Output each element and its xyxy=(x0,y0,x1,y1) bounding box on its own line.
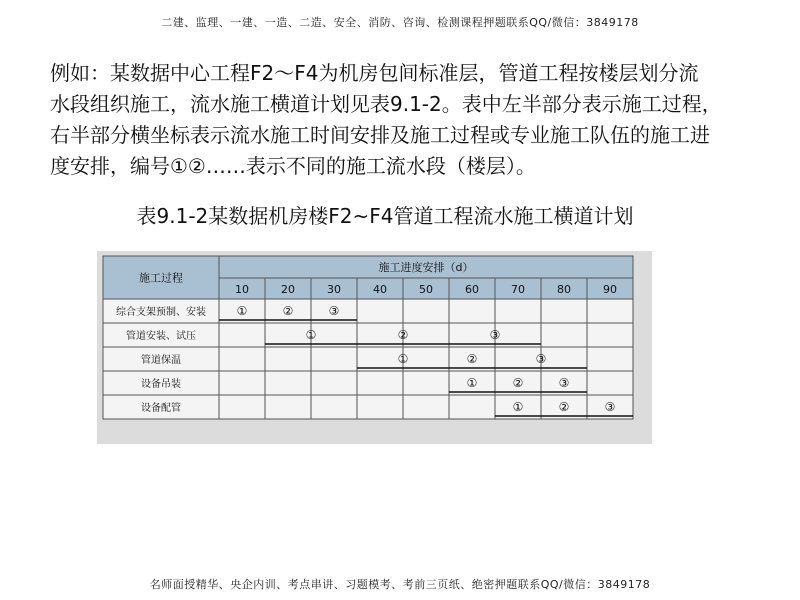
segment-label: ③ xyxy=(489,328,501,342)
day-tick-label: 40 xyxy=(373,283,387,296)
segment-label: ① xyxy=(512,400,524,414)
process-name: 管道安装、试压 xyxy=(126,331,196,342)
process-name: 设备吊装 xyxy=(141,379,181,390)
day-tick-label: 70 xyxy=(511,283,525,296)
segment-label: ① xyxy=(466,376,478,390)
day-tick-label: 90 xyxy=(603,283,617,296)
day-tick-label: 30 xyxy=(327,283,341,296)
day-tick-label: 60 xyxy=(465,283,479,296)
segment-label: ② xyxy=(558,400,570,414)
segment-label: ③ xyxy=(558,376,570,390)
footer-contact-note: 名师面授精华、央企内训、考点串讲、习题模考、考前三页纸、绝密押题联系QQ/微信：3849178 xyxy=(149,578,651,591)
process-name: 设备配管 xyxy=(141,403,181,414)
schedule-table-image xyxy=(97,251,652,444)
paragraph-line: 右半部分横坐标表示流水施工时间安排及施工过程或专业施工队伍的施工进 xyxy=(50,123,710,147)
paragraph-line: 例如：某数据中心工程F2～F4为机房包间标准层，管道工程按楼层划分流 xyxy=(50,61,699,85)
segment-label: ② xyxy=(466,352,478,366)
process-name: 管道保温 xyxy=(141,355,181,366)
segment-label: ③ xyxy=(328,304,340,318)
segment-label: ② xyxy=(282,304,294,318)
segment-label: ② xyxy=(512,376,524,390)
segment-label: ① xyxy=(236,304,248,318)
process-name: 综合支架预制、安装 xyxy=(116,307,206,318)
day-tick-label: 20 xyxy=(281,283,295,296)
segment-label: ③ xyxy=(604,400,616,414)
segment-label: ① xyxy=(305,328,317,342)
header-contact-note: 二建、监理、一建、一造、二造、安全、消防、咨询、检测课程押题联系QQ/微信：3849178 xyxy=(161,16,639,29)
paragraph-line: 度安排，编号①②……表示不同的施工流水段（楼层）。 xyxy=(50,154,536,178)
gantt-schedule-table xyxy=(97,251,652,444)
intro-paragraph xyxy=(50,58,760,182)
day-tick-label: 80 xyxy=(557,283,571,296)
table-caption: 表9.1-2某数据机房楼F2~F4管道工程流水施工横道计划 xyxy=(136,204,634,228)
schedule-column-header: 施工进度安排（d） xyxy=(378,261,474,274)
process-column-header: 施工过程 xyxy=(139,271,183,285)
day-tick-label: 10 xyxy=(235,283,249,296)
segment-label: ② xyxy=(397,328,409,342)
day-tick-label: 50 xyxy=(419,283,433,296)
segment-label: ③ xyxy=(535,352,547,366)
segment-label: ① xyxy=(397,352,409,366)
paragraph-line: 水段组织施工，流水施工横道计划见表9.1-2。表中左半部分表示施工过程， xyxy=(50,92,722,116)
